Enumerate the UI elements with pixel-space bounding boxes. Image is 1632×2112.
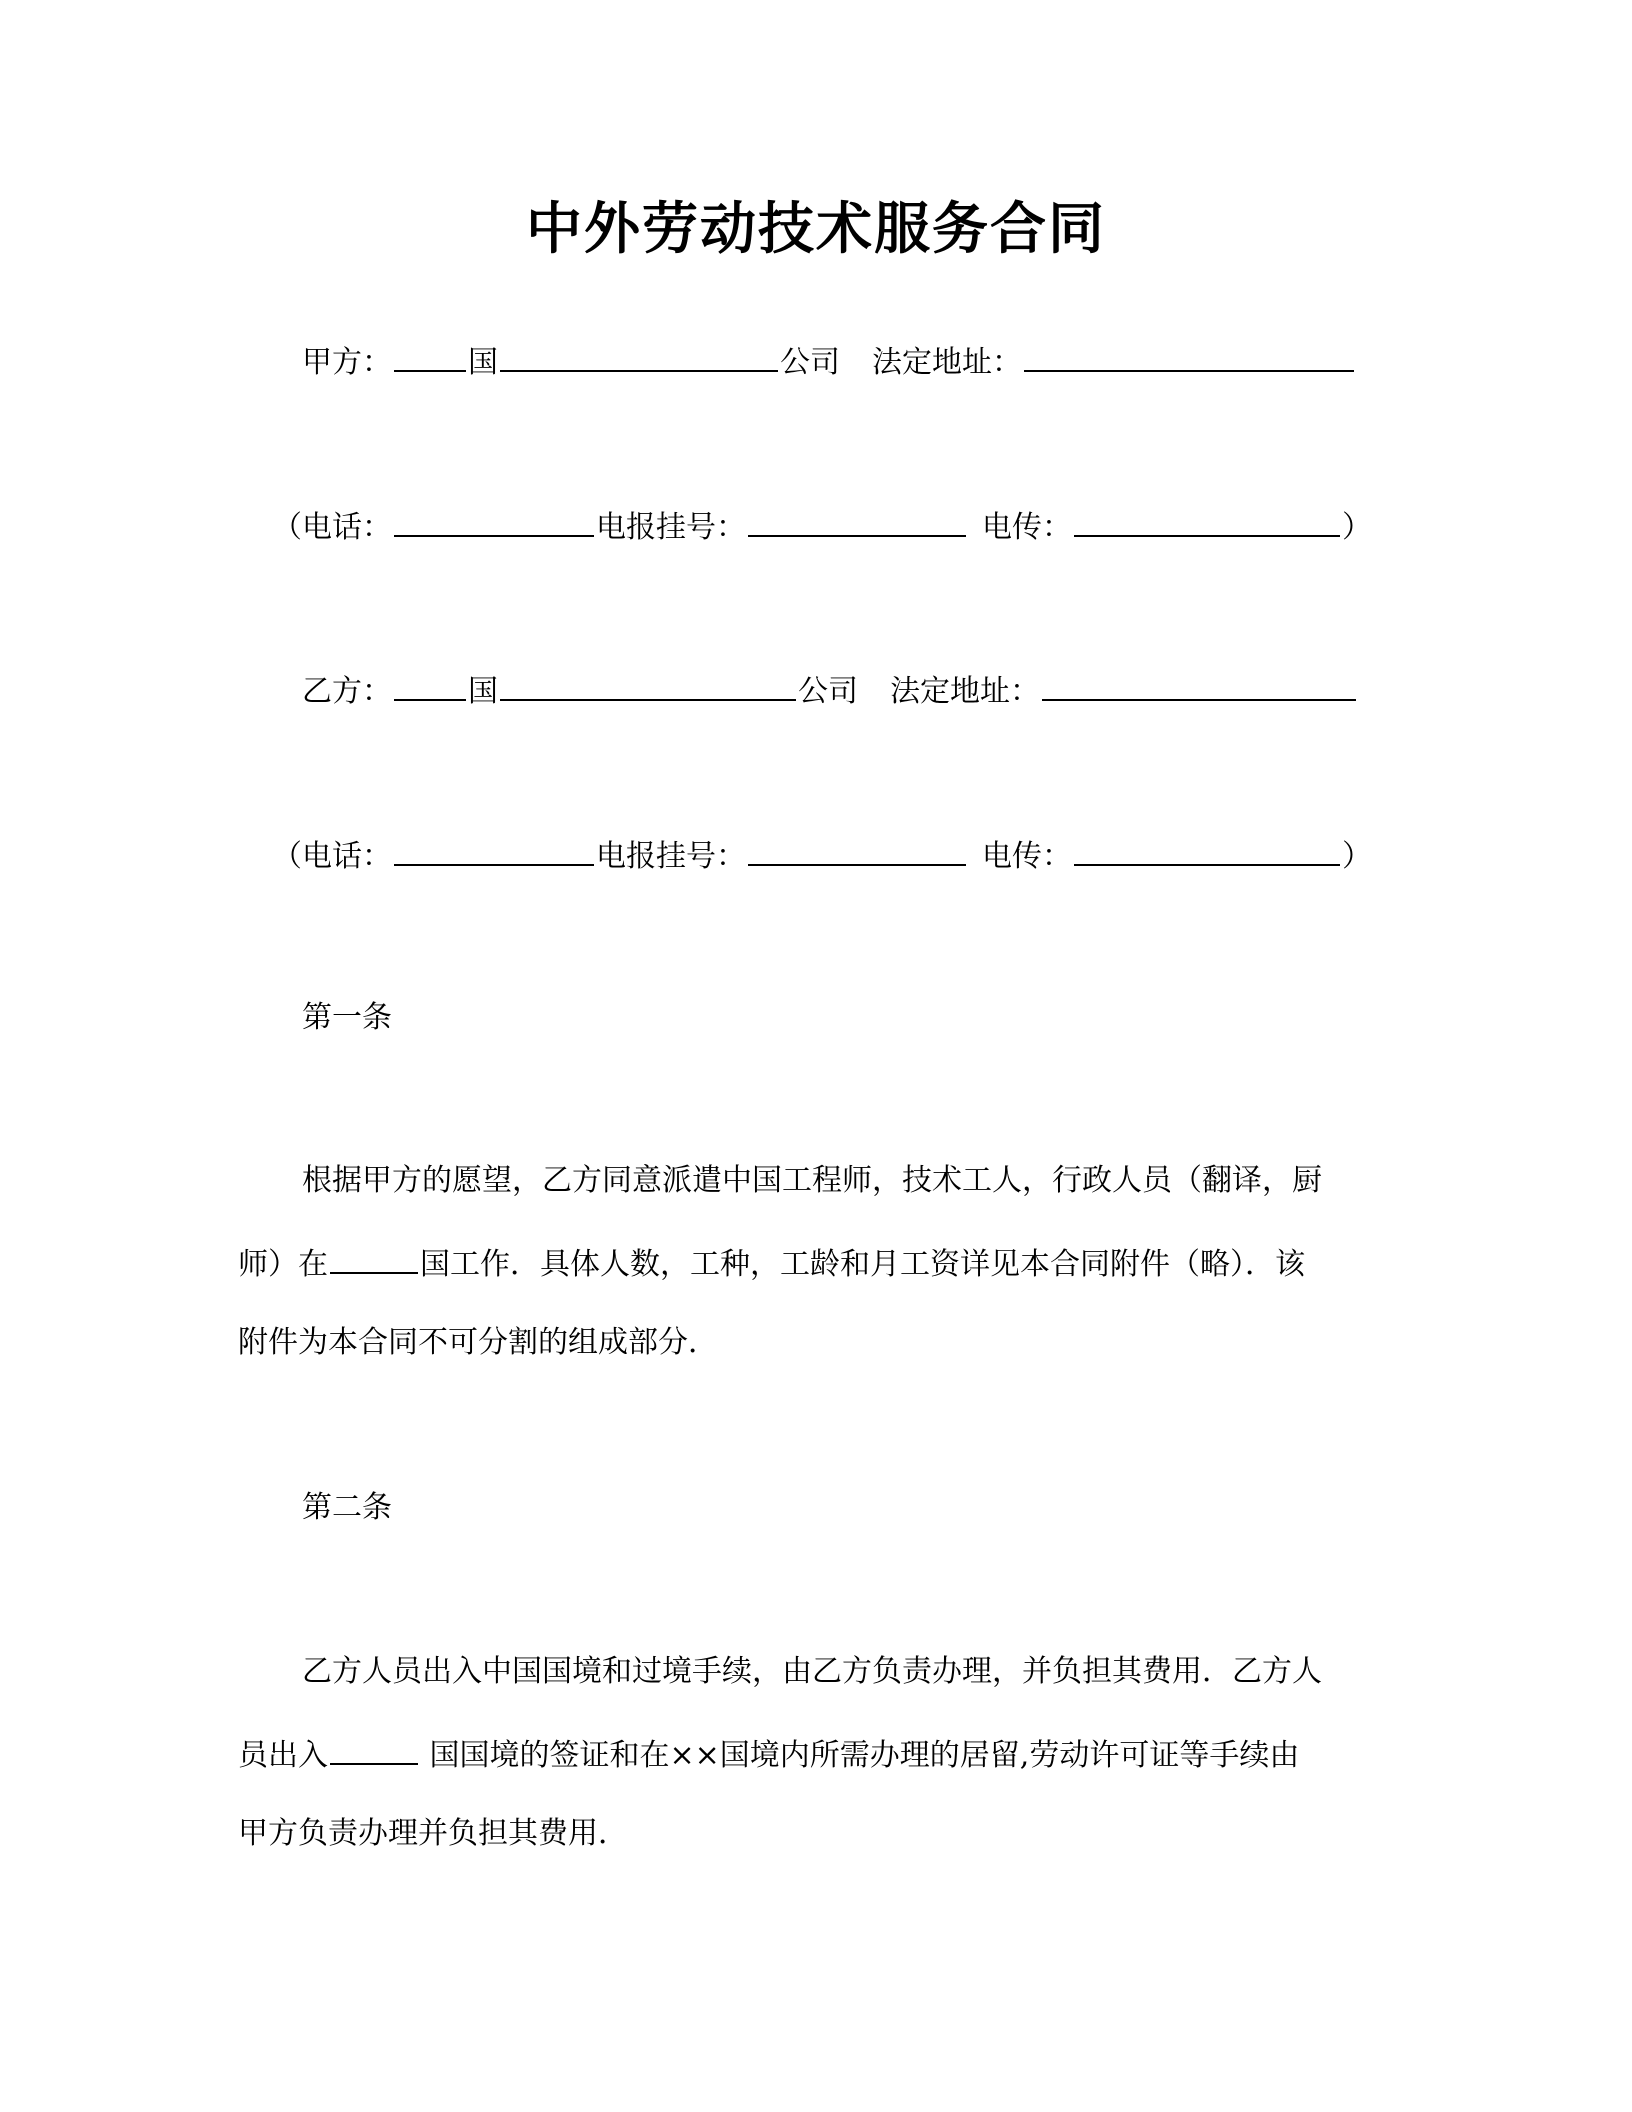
article-2-heading: 第二条 — [302, 1490, 392, 1525]
party-b-phone-blank[interactable] — [394, 834, 594, 866]
party-b-address-blank[interactable] — [1042, 669, 1356, 701]
phone-label: 电话： — [302, 839, 392, 874]
telegram-label: 电报挂号： — [596, 839, 746, 874]
party-b-telegram-blank[interactable] — [748, 834, 966, 866]
party-a-phone-blank[interactable] — [394, 505, 594, 537]
party-a-country-suffix: 国 — [468, 345, 498, 380]
article-2-country-blank[interactable] — [330, 1733, 418, 1765]
party-b-line — [302, 669, 1358, 712]
article-1-line-2-end: 国工作．具体人数，工种，工龄和月工资详见本合同附件（略）．该 — [420, 1247, 1305, 1282]
party-b-address-label: 法定地址： — [890, 674, 1040, 709]
article-1-heading: 第一条 — [302, 1000, 392, 1035]
close-paren: ） — [1342, 510, 1372, 545]
article-2-line-1: 乙方人员出入中国国境和过境手续，由乙方负责办理，并负担其费用．乙方人 — [302, 1654, 1322, 1689]
party-a-country-blank[interactable] — [394, 340, 466, 372]
article-1-line-2 — [238, 1242, 1305, 1285]
open-paren: （ — [272, 839, 302, 874]
article-1-line-1: 根据甲方的愿望，乙方同意派遣中国工程师，技术工人，行政人员（翻译，厨 — [302, 1163, 1322, 1198]
party-a-company-blank[interactable] — [500, 340, 778, 372]
document-title: 中外劳动技术服务合同 — [526, 197, 1106, 262]
party-a-telegram-blank[interactable] — [748, 505, 966, 537]
party-a-address-blank[interactable] — [1024, 340, 1354, 372]
fax-label: 电传： — [982, 510, 1072, 545]
party-b-country-blank[interactable] — [394, 669, 466, 701]
party-a-line — [302, 340, 1356, 383]
article-2-line-2 — [238, 1733, 1299, 1776]
party-b-country-suffix: 国 — [468, 674, 498, 709]
party-a-address-label: 法定地址： — [872, 345, 1022, 380]
article-1-country-blank[interactable] — [330, 1242, 418, 1274]
party-a-label: 甲方： — [302, 345, 392, 380]
party-b-contact-line — [272, 834, 1372, 877]
party-b-company-suffix: 公司 — [798, 674, 858, 709]
party-a-company-suffix: 公司 — [780, 345, 840, 380]
article-2-line-3: 甲方负责办理并负担其费用． — [238, 1816, 628, 1851]
party-a-fax-blank[interactable] — [1074, 505, 1340, 537]
open-paren: （ — [272, 510, 302, 545]
party-b-fax-blank[interactable] — [1074, 834, 1340, 866]
party-b-label: 乙方： — [302, 674, 392, 709]
article-2-line-2-start: 员出入 — [238, 1738, 328, 1773]
party-b-company-blank[interactable] — [500, 669, 796, 701]
telegram-label: 电报挂号： — [596, 510, 746, 545]
close-paren: ） — [1342, 839, 1372, 874]
article-1-line-2-start: 师）在 — [238, 1247, 328, 1282]
article-2-line-2-end: 国国境的签证和在××国境内所需办理的居留,劳动许可证等手续由 — [420, 1738, 1300, 1773]
party-a-contact-line — [272, 505, 1372, 548]
article-1-line-3: 附件为本合同不可分割的组成部分． — [238, 1325, 718, 1360]
phone-label: 电话： — [302, 510, 392, 545]
fax-label: 电传： — [982, 839, 1072, 874]
